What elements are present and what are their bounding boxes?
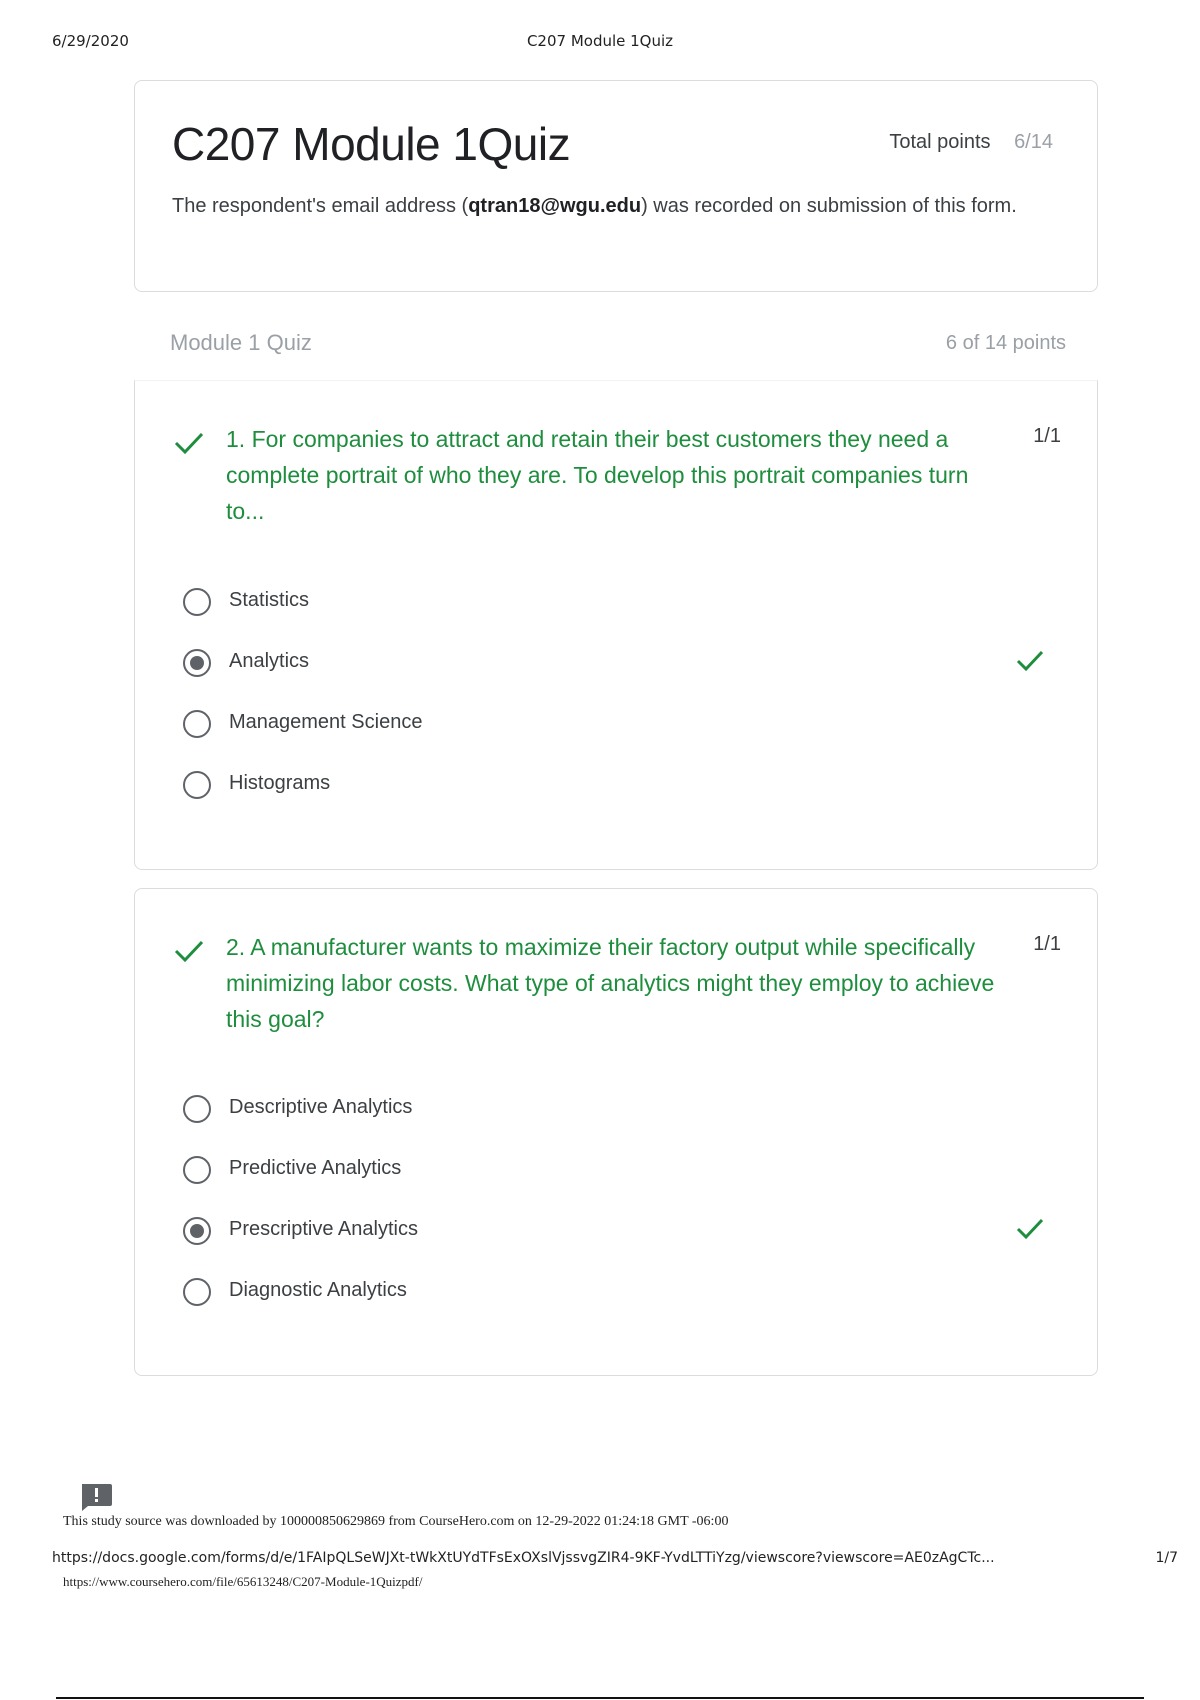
radio-button[interactable] (183, 1278, 211, 1306)
print-footer (52, 1550, 1178, 1570)
feedback-icon[interactable] (79, 1482, 113, 1512)
answer-label: Histograms (229, 772, 331, 794)
answer-option[interactable] (183, 703, 1043, 743)
section-header (170, 330, 1066, 360)
answer-option[interactable] (183, 764, 1043, 804)
respondent-email: qtran18@wgu.edu (468, 195, 642, 217)
answer-label: Descriptive Analytics (229, 1096, 413, 1118)
total-points-label: Total points (889, 131, 991, 153)
radio-button[interactable] (183, 1156, 211, 1184)
section-points: 6 of 14 points (945, 332, 1066, 354)
email-recorded-note (172, 191, 1052, 221)
total-points-value: 6/14 (1014, 131, 1053, 153)
answer-label: Analytics (229, 650, 310, 672)
print-header (52, 32, 1148, 52)
question-score: 1/1 (1033, 933, 1061, 955)
bottom-divider (56, 1697, 1144, 1699)
answer-option[interactable] (183, 642, 1043, 682)
email-note-prefix: The respondent's email address ( (172, 195, 469, 217)
answer-option[interactable] (183, 1088, 1043, 1128)
answer-option[interactable] (183, 1149, 1043, 1189)
check-icon (1015, 648, 1045, 674)
answer-option[interactable] (183, 581, 1043, 621)
source-url: https://www.coursehero.com/file/65613248/C207-Module-1Quizpdf/ (63, 1574, 423, 1589)
answer-label: Predictive Analytics (229, 1157, 402, 1179)
download-source-note: This study source was downloaded by 100000850629869 from CourseHero.com on 12-29-2022 01:24:18 GMT -06:00 (63, 1514, 729, 1529)
page-title: C207 Module 1Quiz (172, 118, 571, 170)
print-url: https://docs.google.com/forms/d/e/1FAIpQLSeWJXt-tWkXtUYdTFsExOXslVjssvgZIR4-9KF-YvdLTTiYzg/viewscore?viewscore=AE0zAgCTc... (52, 1550, 995, 1566)
question-text: 1. For companies to attract and retain their best customers they need a complete portrait of who they are. To develop this portrait companies turn to... (226, 426, 969, 524)
radio-button-selected[interactable] (183, 1217, 211, 1245)
email-note-suffix: ) was recorded on submission of this form. (641, 195, 1017, 217)
answer-label: Statistics (229, 589, 310, 611)
radio-button[interactable] (183, 1095, 211, 1123)
question-card-2 (134, 888, 1098, 1376)
page-number: 1/7 (1155, 1550, 1178, 1566)
print-date: 6/29/2020 (52, 32, 129, 50)
question-card-1 (134, 380, 1098, 870)
check-icon (173, 429, 205, 457)
answer-label: Management Science (229, 711, 423, 733)
section-title: Module 1 Quiz (170, 330, 312, 355)
answer-option[interactable] (183, 1271, 1043, 1311)
form-header-card (134, 80, 1098, 292)
total-points (889, 131, 1053, 154)
radio-button[interactable] (183, 771, 211, 799)
check-icon (173, 937, 205, 965)
answer-label: Diagnostic Analytics (229, 1279, 407, 1301)
answer-option[interactable] (183, 1210, 1043, 1250)
radio-button-selected[interactable] (183, 649, 211, 677)
question-score: 1/1 (1033, 425, 1061, 447)
print-doc-title: C207 Module 1Quiz (526, 32, 674, 50)
check-icon (1015, 1216, 1045, 1242)
answer-label: Prescriptive Analytics (229, 1218, 418, 1240)
radio-button[interactable] (183, 588, 211, 616)
radio-button[interactable] (183, 710, 211, 738)
question-text: 2. A manufacturer wants to maximize their factory output while specifically minimizing labor costs. What type of analytics might they employ to achieve this goal? (226, 934, 995, 1032)
